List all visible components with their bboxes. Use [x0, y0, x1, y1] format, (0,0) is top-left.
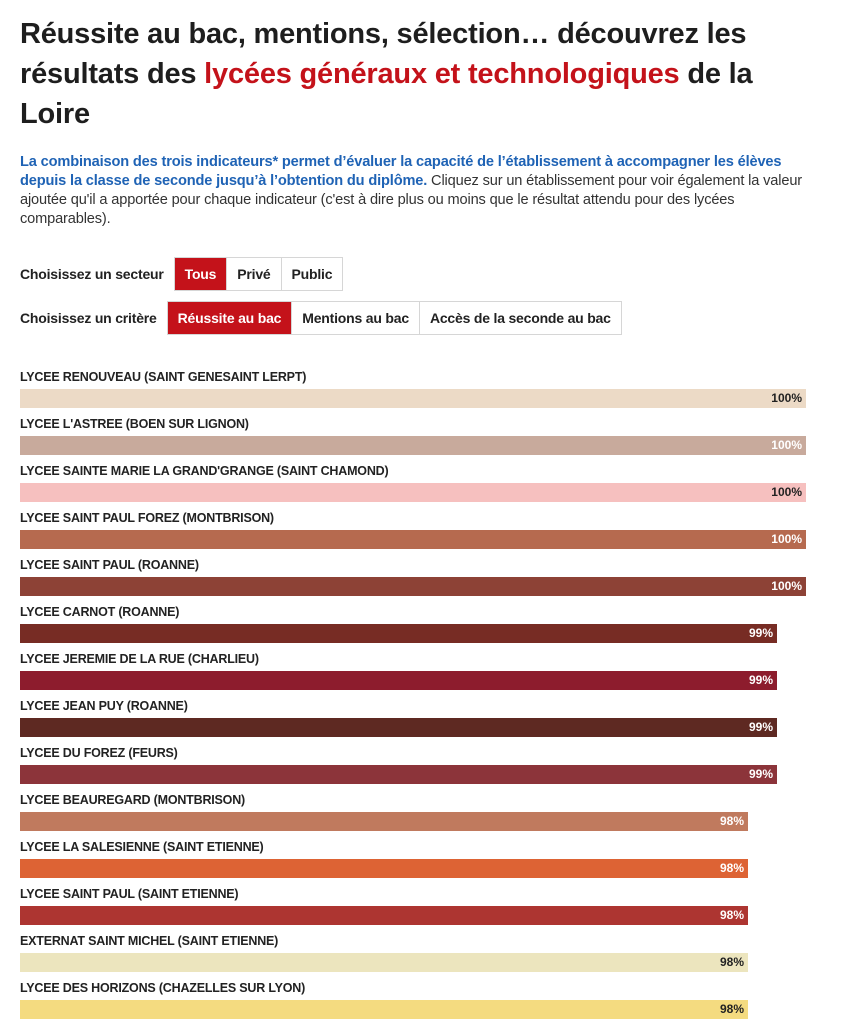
row-label: LYCEE SAINT PAUL FOREZ (MONTBRISON) [20, 511, 274, 525]
chart-row[interactable] [20, 652, 820, 699]
bar-value-label: 98% [719, 955, 744, 969]
chart-row[interactable] [20, 793, 820, 840]
bar-chart [20, 370, 820, 1030]
sector-button-group [174, 257, 344, 291]
bar[interactable] [20, 624, 777, 643]
row-label: LYCEE LA SALESIENNE (SAINT ETIENNE) [20, 840, 264, 854]
bar[interactable] [20, 671, 777, 690]
chart-row[interactable] [20, 887, 820, 934]
criterion-button-acces[interactable]: Accès de la seconde au bac [419, 302, 621, 334]
bar-value-label: 98% [719, 908, 744, 922]
bar[interactable] [20, 906, 748, 925]
intro-lead: La combinaison des trois indicateurs* permet d’évaluer la capacité de l’établissement à accompagner les élèves depuis la classe de seconde jusqu’à l’obtention du diplôme. [20, 154, 782, 189]
chart-row[interactable] [20, 746, 820, 793]
title-part-2: de la Loire [20, 58, 753, 130]
chart-row[interactable] [20, 605, 820, 652]
row-label: LYCEE JEREMIE DE LA RUE (CHARLIEU) [20, 652, 259, 666]
row-label: LYCEE DU FOREZ (FEURS) [20, 746, 178, 760]
chart-row[interactable] [20, 934, 820, 981]
row-label: LYCEE SAINTE MARIE LA GRAND'GRANGE (SAINT CHAMOND) [20, 464, 389, 478]
intro-rest: Cliquez sur un établissement pour voir également la valeur ajoutée qu'il a apportée pour chaque indicateur (c'est à dire plus ou moins que le résultat attendu pour des lycées comparables). [20, 173, 802, 227]
row-label: LYCEE DES HORIZONS (CHAZELLES SUR LYON) [20, 981, 306, 995]
chart-row[interactable] [20, 699, 820, 746]
criterion-filter-label: Choisissez un critère [20, 310, 157, 326]
sector-filter [20, 257, 343, 291]
bar[interactable] [20, 577, 806, 596]
sector-button-tous[interactable]: Tous [175, 258, 227, 290]
criterion-button-reussite[interactable]: Réussite au bac [168, 302, 292, 334]
title-part-1: Réussite au bac, mentions, sélection… découvrez les résultats des [20, 18, 747, 90]
bar-value-label: 100% [771, 532, 802, 546]
row-label: LYCEE BEAUREGARD (MONTBRISON) [20, 793, 245, 807]
sector-button-prive[interactable]: Privé [226, 258, 280, 290]
row-label: LYCEE CARNOT (ROANNE) [20, 605, 180, 619]
row-label: LYCEE JEAN PUY (ROANNE) [20, 699, 188, 713]
bar-value-label: 98% [719, 1002, 744, 1016]
bar-value-label: 98% [719, 814, 744, 828]
bar[interactable] [20, 812, 748, 831]
sector-filter-label: Choisissez un secteur [20, 266, 164, 282]
chart-row[interactable] [20, 511, 820, 558]
chart-row[interactable] [20, 464, 820, 511]
chart-row[interactable] [20, 370, 820, 417]
bar[interactable] [20, 718, 777, 737]
bar-value-label: 99% [748, 626, 773, 640]
bar-value-label: 99% [748, 767, 773, 781]
bar[interactable] [20, 389, 806, 408]
chart-row[interactable] [20, 840, 820, 887]
row-label: LYCEE L'ASTREE (BOEN SUR LIGNON) [20, 417, 249, 431]
bar[interactable] [20, 530, 806, 549]
chart-row[interactable] [20, 981, 820, 1028]
title-highlight: lycées généraux et technologiques [204, 58, 680, 90]
bar-value-label: 100% [771, 485, 802, 499]
bar-value-label: 100% [771, 391, 802, 405]
page-title [20, 14, 820, 134]
chart-row[interactable] [20, 558, 820, 605]
bar[interactable] [20, 765, 777, 784]
bar[interactable] [20, 483, 806, 502]
bar-value-label: 99% [748, 720, 773, 734]
bar-value-label: 100% [771, 579, 802, 593]
bar[interactable] [20, 436, 806, 455]
criterion-filter [20, 301, 622, 335]
criterion-button-mentions[interactable]: Mentions au bac [291, 302, 419, 334]
bar-value-label: 99% [748, 673, 773, 687]
sector-button-public[interactable]: Public [281, 258, 343, 290]
row-label: LYCEE SAINT PAUL (SAINT ETIENNE) [20, 887, 239, 901]
bar-value-label: 98% [719, 861, 744, 875]
row-label: LYCEE SAINT PAUL (ROANNE) [20, 558, 199, 572]
bar-value-label: 100% [771, 438, 802, 452]
criterion-button-group [167, 301, 622, 335]
chart-row[interactable] [20, 417, 820, 464]
bar[interactable] [20, 859, 748, 878]
bar[interactable] [20, 953, 748, 972]
intro-text [20, 153, 820, 229]
row-label: LYCEE RENOUVEAU (SAINT GENESAINT LERPT) [20, 370, 307, 384]
bar[interactable] [20, 1000, 748, 1019]
row-label: EXTERNAT SAINT MICHEL (SAINT ETIENNE) [20, 934, 279, 948]
